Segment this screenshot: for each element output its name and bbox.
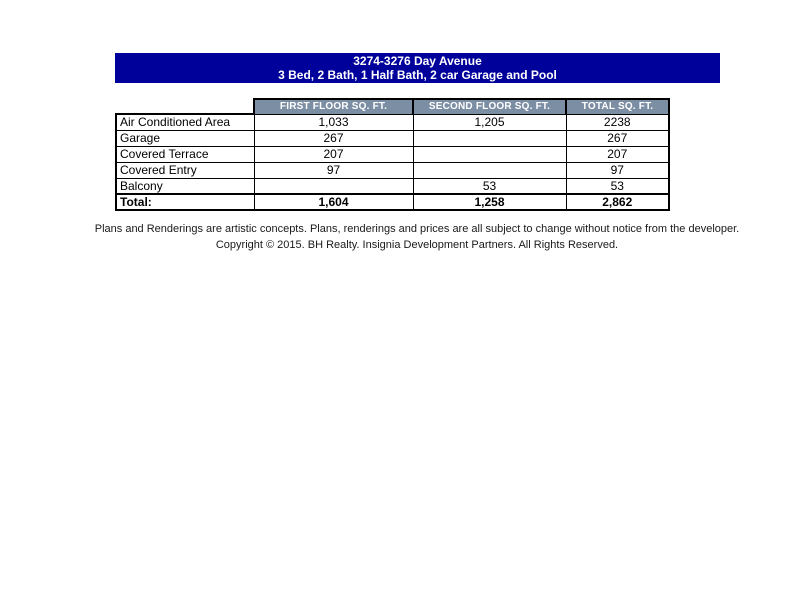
total-overall-value: 2,862 [566,194,669,210]
total-value: 2238 [566,114,669,130]
second-floor-value [413,146,566,162]
header-row [116,99,669,114]
table-body [116,114,669,210]
first-floor-value: 97 [254,162,413,178]
total-row [116,194,669,210]
table-row [116,178,669,194]
corner-header-cell [116,99,254,114]
table-row [116,162,669,178]
total-value: 267 [566,130,669,146]
row-label: Covered Terrace [116,146,254,162]
row-label: Balcony [116,178,254,194]
total-value: 207 [566,146,669,162]
property-banner [115,53,720,83]
column-header-second-floor: SECOND FLOOR SQ. FT. [413,99,566,114]
copyright-text: Copyright © 2015. BH Realty. Insignia Development Partners. All Rights Reserved. [215,239,619,251]
table-row [116,130,669,146]
second-floor-value [413,130,566,146]
property-subtitle: 3 Bed, 2 Bath, 1 Half Bath, 2 car Garage and Pool [278,68,557,82]
disclaimer-text: Plans and Renderings are artistic concepts. Plans, renderings and prices are all subject to change without notice from the developer. [94,223,740,235]
first-floor-value: 1,033 [254,114,413,130]
row-label: Air Conditioned Area [116,114,254,130]
footer-disclaimer-block [34,221,800,253]
total-first-floor-value: 1,604 [254,194,413,210]
square-footage-table [115,98,670,211]
total-second-floor-value: 1,258 [413,194,566,210]
total-value: 53 [566,178,669,194]
second-floor-value: 1,205 [413,114,566,130]
property-title: 3274-3276 Day Avenue [353,54,482,68]
table-row [116,146,669,162]
second-floor-value [413,162,566,178]
second-floor-value: 53 [413,178,566,194]
first-floor-value: 207 [254,146,413,162]
total-row-label: Total: [116,194,254,210]
row-label: Garage [116,130,254,146]
first-floor-value [254,178,413,194]
table-row [116,114,669,130]
column-header-first-floor: FIRST FLOOR SQ. FT. [254,99,413,114]
column-header-total: TOTAL SQ. FT. [566,99,669,114]
total-value: 97 [566,162,669,178]
row-label: Covered Entry [116,162,254,178]
first-floor-value: 267 [254,130,413,146]
